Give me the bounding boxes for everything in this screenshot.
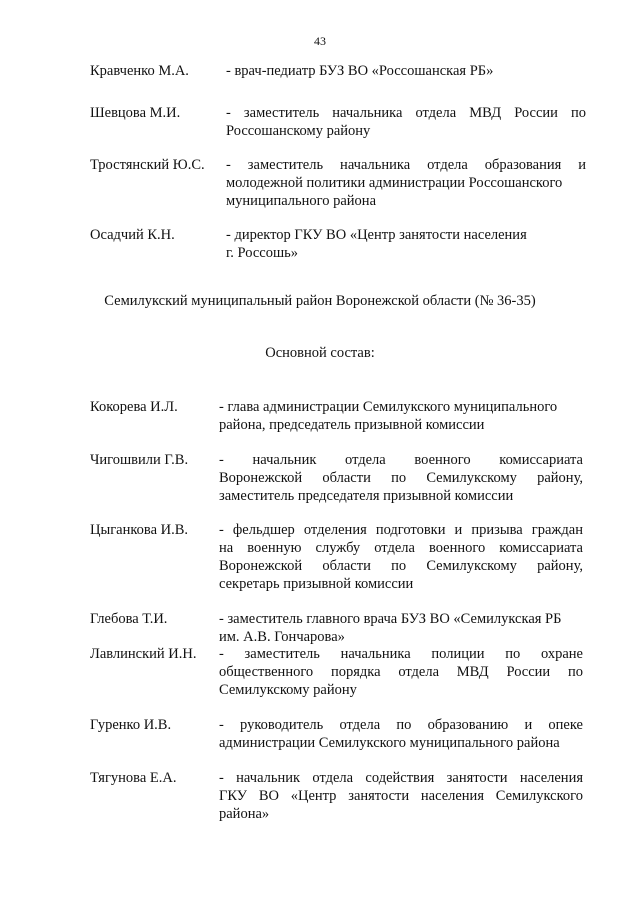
- page-number: 43: [314, 34, 326, 48]
- position-line: муниципального района: [226, 193, 376, 209]
- member-position: [219, 451, 583, 505]
- position-line: Воронежской области по Семилукскому району,: [219, 470, 583, 486]
- position-line: - фельдшер отделения подготовки и призыва граждан: [219, 522, 583, 538]
- position-line: - заместитель начальника полиции по охране: [219, 646, 583, 662]
- position-line: - заместитель начальника отдела образования и: [226, 157, 586, 173]
- position-line: ГКУ ВО «Центр занятости населения Семилукского: [219, 788, 583, 804]
- member-position: [219, 645, 583, 699]
- position-line: района, председатель призывной комиссии: [219, 417, 485, 433]
- member-position: [219, 769, 583, 823]
- member-name: Лавлинский И.Н.: [90, 646, 197, 662]
- member-position: [226, 156, 586, 210]
- position-line: им. А.В. Гончарова»: [219, 629, 345, 645]
- position-line: на военную службу отдела военного комиссариата: [219, 540, 583, 556]
- position-line: секретарь призывной комиссии: [219, 576, 414, 592]
- position-line: - заместитель начальника отдела МВД России по: [226, 105, 586, 121]
- position-line: - директор ГКУ ВО «Центр занятости населения: [226, 227, 527, 243]
- position-line: - руководитель отдела по образованию и опеке: [219, 717, 583, 733]
- position-line: - врач-педиатр БУЗ ВО «Россошанская РБ»: [226, 63, 494, 79]
- district-heading: Семилукский муниципальный район Воронежской области (№ 36-35): [104, 293, 536, 309]
- member-position: [226, 104, 586, 140]
- member-position: [219, 521, 583, 593]
- member-name: Шевцова М.И.: [90, 105, 181, 121]
- member-position: [219, 398, 583, 434]
- position-line: Семилукскому району: [219, 682, 357, 698]
- member-name: Цыганкова И.В.: [90, 522, 189, 538]
- member-position: [219, 610, 583, 646]
- position-line: общественного порядка отдела МВД России по: [219, 664, 583, 680]
- position-line: Воронежской области по Семилукскому району,: [219, 558, 583, 574]
- position-line: - заместитель главного врача БУЗ ВО «Семилукская РБ: [219, 611, 562, 627]
- member-position: [226, 62, 590, 80]
- member-name: Тростянский Ю.С.: [90, 157, 205, 173]
- member-name: Гуренко И.В.: [90, 717, 172, 733]
- position-line: района»: [219, 806, 270, 822]
- member-name: Тягунова Е.А.: [90, 770, 177, 786]
- member-name: Чигошвили Г.В.: [90, 452, 189, 468]
- position-line: - начальник отдела военного комиссариата: [219, 452, 583, 468]
- member-position: [226, 226, 556, 262]
- position-line: - начальник отдела содействия занятости населения: [219, 770, 583, 786]
- position-line: администрации Семилукского муниципального района: [219, 735, 560, 751]
- position-line: - глава администрации Семилукского муниципального: [219, 399, 558, 415]
- position-line: Россошанскому району: [226, 123, 371, 139]
- position-line: молодежной политики администрации Россошанского: [226, 175, 563, 191]
- position-line: г. Россошь»: [226, 245, 299, 261]
- member-name: Глебова Т.И.: [90, 611, 168, 627]
- composition-heading: Основной состав:: [265, 345, 375, 361]
- position-line: заместитель председателя призывной комиссии: [219, 488, 514, 504]
- member-name: Кравченко М.А.: [90, 63, 189, 79]
- member-position: [219, 716, 583, 752]
- member-name: Осадчий К.Н.: [90, 227, 175, 243]
- member-name: Кокорева И.Л.: [90, 399, 178, 415]
